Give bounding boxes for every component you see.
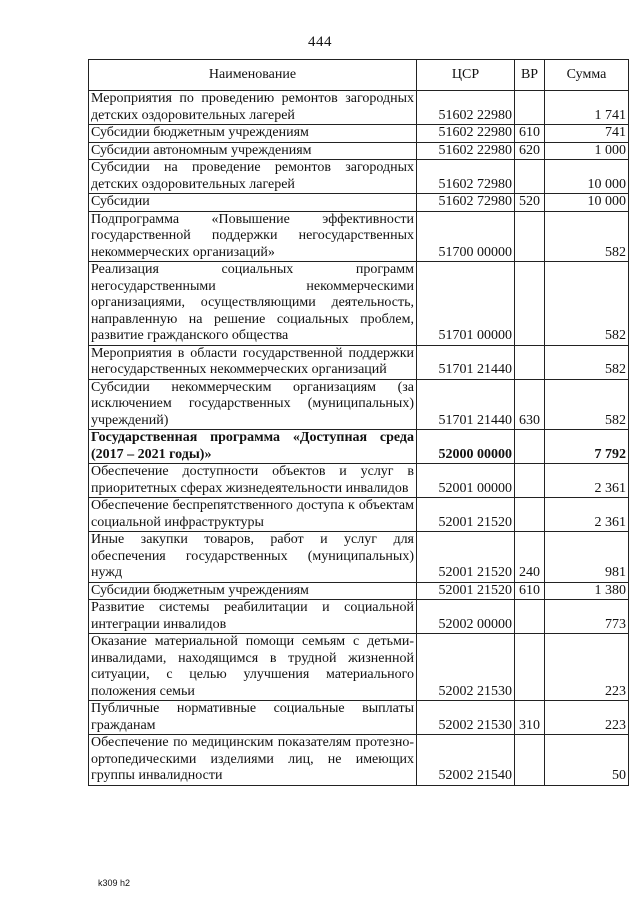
row-csr: 51602 72980 [417,194,515,212]
row-name: Мероприятия по проведению ремонтов загородных детских оздоровительных лагерей [89,91,417,125]
row-sum: 1 000 [545,142,629,160]
row-name: Мероприятия в области государственной поддержки негосударственных некоммерческих организаций [89,345,417,379]
row-vr: 630 [515,379,545,430]
row-sum: 981 [545,532,629,583]
table-row [89,430,629,464]
row-vr [515,345,545,379]
row-csr: 52001 21520 [417,498,515,532]
table-row [89,345,629,379]
row-sum: 741 [545,125,629,143]
header-vr: ВР [515,60,545,91]
row-name: Субсидии автономным учреждениям [89,142,417,160]
page-number: 444 [308,34,332,50]
row-csr: 52002 21530 [417,634,515,701]
header-sum: Сумма [545,60,629,91]
row-csr: 51602 22980 [417,142,515,160]
row-sum: 582 [545,262,629,346]
row-vr [515,634,545,701]
row-name: Реализация социальных программ негосударственными некоммерческими организациями, осуществляющими деятельность, направленную на решение социальных проблем, развитие гражданского общества [89,262,417,346]
row-csr: 51701 00000 [417,262,515,346]
row-sum: 773 [545,600,629,634]
row-name: Субсидии на проведение ремонтов загородных детских оздоровительных лагерей [89,160,417,194]
row-name: Иные закупки товаров, работ и услуг для обеспечения государственных (муниципальных) нужд [89,532,417,583]
footer-code: k309 h2 [98,878,131,888]
row-sum: 582 [545,379,629,430]
row-csr: 52001 00000 [417,464,515,498]
row-vr [515,91,545,125]
row-sum: 7 792 [545,430,629,464]
table-row [89,160,629,194]
row-name: Обеспечение беспрепятственного доступа к объектам социальной инфраструктуры [89,498,417,532]
table-row [89,701,629,735]
table-row [89,194,629,212]
table-row [89,634,629,701]
table-row [89,498,629,532]
row-sum: 1 741 [545,91,629,125]
row-sum: 582 [545,345,629,379]
table-row [89,91,629,125]
row-vr: 620 [515,142,545,160]
table-row [89,600,629,634]
row-vr [515,160,545,194]
row-name: Субсидии некоммерческим организациям (за исключением государственных (муниципальных) учреждений) [89,379,417,430]
row-vr: 310 [515,701,545,735]
row-name: Оказание материальной помощи семьям с детьми-инвалидами, находящимся в трудной жизненной ситуации, с целью улучшения материального положения семьи [89,634,417,701]
row-csr: 52002 21540 [417,735,515,786]
row-csr: 52001 21520 [417,582,515,600]
row-sum: 223 [545,701,629,735]
row-name: Развитие системы реабилитации и социальной интеграции инвалидов [89,600,417,634]
row-vr [515,430,545,464]
row-sum: 1 380 [545,582,629,600]
table-row [89,464,629,498]
row-sum: 10 000 [545,160,629,194]
header-csr: ЦСР [417,60,515,91]
row-vr [515,498,545,532]
row-sum: 2 361 [545,464,629,498]
row-name: Публичные нормативные социальные выплаты гражданам [89,701,417,735]
budget-table [88,59,629,786]
row-sum: 2 361 [545,498,629,532]
row-csr: 52000 00000 [417,430,515,464]
table-row [89,211,629,262]
row-name: Государственная программа «Доступная среда (2017 – 2021 годы)» [89,430,417,464]
table-row [89,582,629,600]
row-vr: 520 [515,194,545,212]
row-csr: 51602 72980 [417,160,515,194]
row-csr: 51701 21440 [417,379,515,430]
table-row [89,262,629,346]
table-row [89,735,629,786]
row-csr: 51602 22980 [417,91,515,125]
row-csr: 51700 00000 [417,211,515,262]
header-name: Наименование [89,60,417,91]
table-row [89,142,629,160]
row-sum: 582 [545,211,629,262]
row-name: Субсидии бюджетным учреждениям [89,125,417,143]
row-vr: 610 [515,125,545,143]
table-row [89,532,629,583]
table-row [89,125,629,143]
row-csr: 52002 21530 [417,701,515,735]
row-name: Субсидии бюджетным учреждениям [89,582,417,600]
row-name: Обеспечение по медицинским показателям протезно-ортопедическими изделиями лиц, не имеющих группы инвалидности [89,735,417,786]
row-vr [515,464,545,498]
table-row [89,379,629,430]
row-csr: 51701 21440 [417,345,515,379]
row-vr: 610 [515,582,545,600]
row-vr: 240 [515,532,545,583]
row-name: Субсидии [89,194,417,212]
row-csr: 52002 00000 [417,600,515,634]
table-body [89,91,629,786]
table-header-row [89,60,629,91]
row-csr: 51602 22980 [417,125,515,143]
row-csr: 52001 21520 [417,532,515,583]
row-sum: 10 000 [545,194,629,212]
row-vr [515,735,545,786]
row-sum: 50 [545,735,629,786]
row-sum: 223 [545,634,629,701]
row-name: Подпрограмма «Повышение эффективности государственной поддержки негосударственных некоммерческих организаций» [89,211,417,262]
row-vr [515,262,545,346]
row-name: Обеспечение доступности объектов и услуг в приоритетных сферах жизнедеятельности инвалидов [89,464,417,498]
row-vr [515,211,545,262]
row-vr [515,600,545,634]
